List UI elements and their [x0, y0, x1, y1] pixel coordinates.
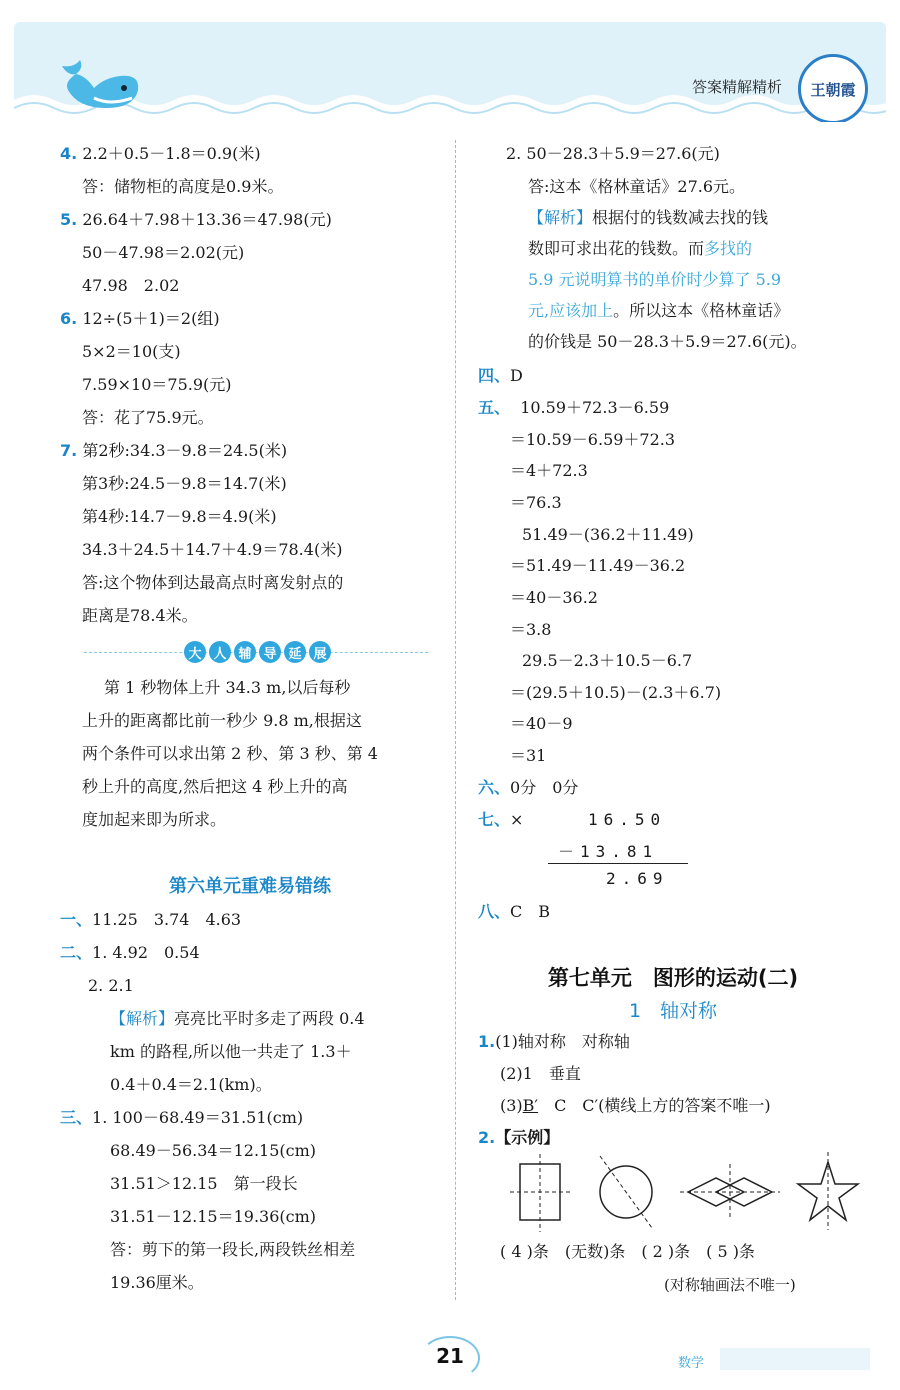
- answer-2-analysis-line-5: 的价钱是 50－28.3＋5.9＝27.6(元)。: [528, 332, 807, 351]
- part5-line-3: ＝4＋72.3: [510, 461, 588, 480]
- part5-line-5: 51.49－(36.2＋11.49): [522, 525, 694, 544]
- part3-line-5: 答：剪下的第一段长,两段铁丝相差: [110, 1240, 356, 1259]
- answer-4-line-2: 答：储物柜的高度是0.9米。: [82, 177, 284, 196]
- answer-5-line-2: 50－47.98＝2.02(元): [82, 243, 245, 262]
- subtraction-row-2: －13.81: [558, 842, 659, 861]
- part2-line-2: 2. 2.1: [88, 976, 134, 995]
- answer-7-line-3: 第4秒:14.7－9.8＝4.9(米): [82, 507, 277, 526]
- answer-2-line-1: 2. 50－28.3＋5.9＝27.6(元): [506, 144, 720, 163]
- part3-line-4: 31.51－12.15＝19.36(cm): [110, 1207, 317, 1226]
- column-divider: [455, 140, 456, 1300]
- whale-icon: [54, 54, 144, 114]
- brand-logo: [798, 54, 868, 122]
- subtraction-result: 2.69: [606, 869, 669, 888]
- part4-answer: 四、D: [478, 366, 523, 385]
- answer-2-analysis-line-3: 5.9 元说明算书的单价时少算了 5.9: [528, 270, 782, 289]
- figure-four-axes: [510, 1154, 570, 1232]
- unit7-answer-1-line-3: (3)B′ C C′(横线上方的答案不唯一): [500, 1096, 771, 1115]
- unit7-answer-2-counts: ( 4 )条 (无数)条 ( 2 )条 ( 5 )条: [500, 1242, 755, 1261]
- extension-banner: [84, 646, 428, 673]
- part2-analysis-line-1: 【解析】亮亮比平时多走了两段 0.4: [110, 1009, 365, 1028]
- part3-line-6: 19.36厘米。: [110, 1273, 204, 1292]
- answer-7-line-2: 第3秒:24.5－9.8＝14.7(米): [82, 474, 287, 493]
- unit7-answer-1-line-2: (2)1 垂直: [500, 1064, 581, 1083]
- figure-circle: [600, 1156, 652, 1228]
- unit7-answer-2-label: 2.【示例】: [478, 1128, 560, 1147]
- answer-2-analysis-line-4: 元,应该加上。所以这本《格林童话》: [528, 301, 790, 320]
- answer-6-line-3: 7.59×10＝75.9(元): [82, 375, 232, 394]
- part5-line-12: ＝31: [510, 746, 547, 765]
- header-title: 答案精解精析: [691, 78, 782, 96]
- part7-answer: 七、×: [478, 810, 524, 829]
- banner-char: 大: [184, 641, 206, 663]
- extension-text-line-3: 两个条件可以求出第 2 秒、第 3 秒、第 4: [82, 744, 378, 763]
- answer-7-line-5: 答:这个物体到达最高点时离发射点的: [82, 573, 344, 592]
- banner-char: 辅: [234, 641, 256, 663]
- answer-2-analysis-line-2: 数即可求出花的钱数。而多找的: [528, 239, 753, 258]
- banner-char: 延: [284, 641, 306, 663]
- part1-answer: 一、11.25 3.74 4.63: [60, 910, 242, 929]
- part2-analysis-line-2: km 的路程,所以他一共走了 1.3＋: [110, 1042, 352, 1061]
- footer-subject: 数学: [678, 1356, 705, 1371]
- page-number: 21: [436, 1344, 464, 1368]
- unit7-answer-2-note: (对称轴画法不唯一): [664, 1276, 796, 1294]
- subtraction-row-1: 16.50: [588, 810, 667, 829]
- extension-text-line-5: 度加起来即为所求。: [82, 810, 227, 829]
- part6-answer: 六、0分 0分: [478, 778, 579, 797]
- subtraction-rule: [548, 863, 688, 864]
- figure-double-rhombus: [680, 1164, 780, 1220]
- extension-text-line-1: 第 1 秒物体上升 34.3 m,以后每秒: [104, 678, 351, 697]
- extension-text-line-4: 秒上升的高度,然后把这 4 秒上升的高: [82, 777, 348, 796]
- footer-bar: [720, 1348, 870, 1370]
- part3-line-1: 三、1. 100－68.49＝31.51(cm): [60, 1108, 304, 1127]
- figure-star: [798, 1152, 858, 1230]
- unit6-section-title: 第六单元重难易错练: [169, 876, 331, 897]
- part2-line-1: 二、1. 4.92 0.54: [60, 943, 200, 962]
- banner-char: 展: [309, 641, 331, 663]
- extension-banner-title: [184, 641, 331, 663]
- part5-line-4: ＝76.3: [510, 493, 562, 512]
- part3-line-2: 68.49－56.34＝12.15(cm): [110, 1141, 317, 1160]
- part5-line-7: ＝40－36.2: [510, 588, 598, 607]
- answer-7-line-6: 距离是78.4米。: [82, 606, 198, 625]
- unit7-subtitle: 1 轴对称: [628, 1000, 718, 1022]
- part5-line-6: ＝51.49－11.49－36.2: [510, 556, 686, 575]
- part5-line-8: ＝3.8: [510, 620, 552, 639]
- answer-2-analysis-line-1: 【解析】根据付的钱数减去找的钱: [528, 208, 769, 227]
- answer-2-line-2: 答:这本《格林童话》27.6元。: [528, 177, 746, 196]
- part5-line-9: 29.5－2.3＋10.5－6.7: [522, 651, 693, 670]
- answer-6-line-4: 答：花了75.9元。: [82, 408, 214, 427]
- banner-char: 人: [209, 641, 231, 663]
- page-header: [14, 22, 886, 122]
- brand-name: 王朝霞: [810, 81, 856, 99]
- part3-line-3: 31.51＞12.15 第一段长: [110, 1174, 298, 1193]
- symmetry-figures: [498, 1150, 868, 1234]
- part8-answer: 八、C B: [478, 902, 551, 921]
- part5-line-10: ＝(29.5＋10.5)－(2.3＋6.7): [510, 683, 722, 702]
- extension-text-line-2: 上升的距离都比前一秒少 9.8 m,根据这: [82, 711, 362, 730]
- part5-line-1: 五、 10.59＋72.3－6.59: [478, 398, 670, 417]
- part2-analysis-line-3: 0.4＋0.4＝2.1(km)。: [110, 1075, 272, 1094]
- unit7-title: 第七单元 图形的运动(二): [547, 966, 799, 990]
- answer-7-line-4: 34.3＋24.5＋14.7＋4.9＝78.4(米): [82, 540, 343, 559]
- answer-5-line-3: 47.98 2.02: [82, 276, 180, 295]
- answer-5-line-1: 5. 26.64＋7.98＋13.36＝47.98(元): [60, 210, 332, 229]
- banner-char: 导: [259, 641, 281, 663]
- part5-line-2: ＝10.59－6.59＋72.3: [510, 430, 676, 449]
- answer-6-line-1: 6. 12÷(5＋1)＝2(组): [60, 309, 220, 328]
- unit7-answer-1-line-1: 1.(1)轴对称 对称轴: [478, 1032, 630, 1051]
- answer-4-line-1: 4. 2.2＋0.5－1.8＝0.9(米): [60, 144, 261, 163]
- answer-7-line-1: 7. 第2秒:34.3－9.8＝24.5(米): [60, 441, 288, 460]
- answer-6-line-2: 5×2＝10(支): [82, 342, 181, 361]
- part5-line-11: ＝40－9: [510, 714, 573, 733]
